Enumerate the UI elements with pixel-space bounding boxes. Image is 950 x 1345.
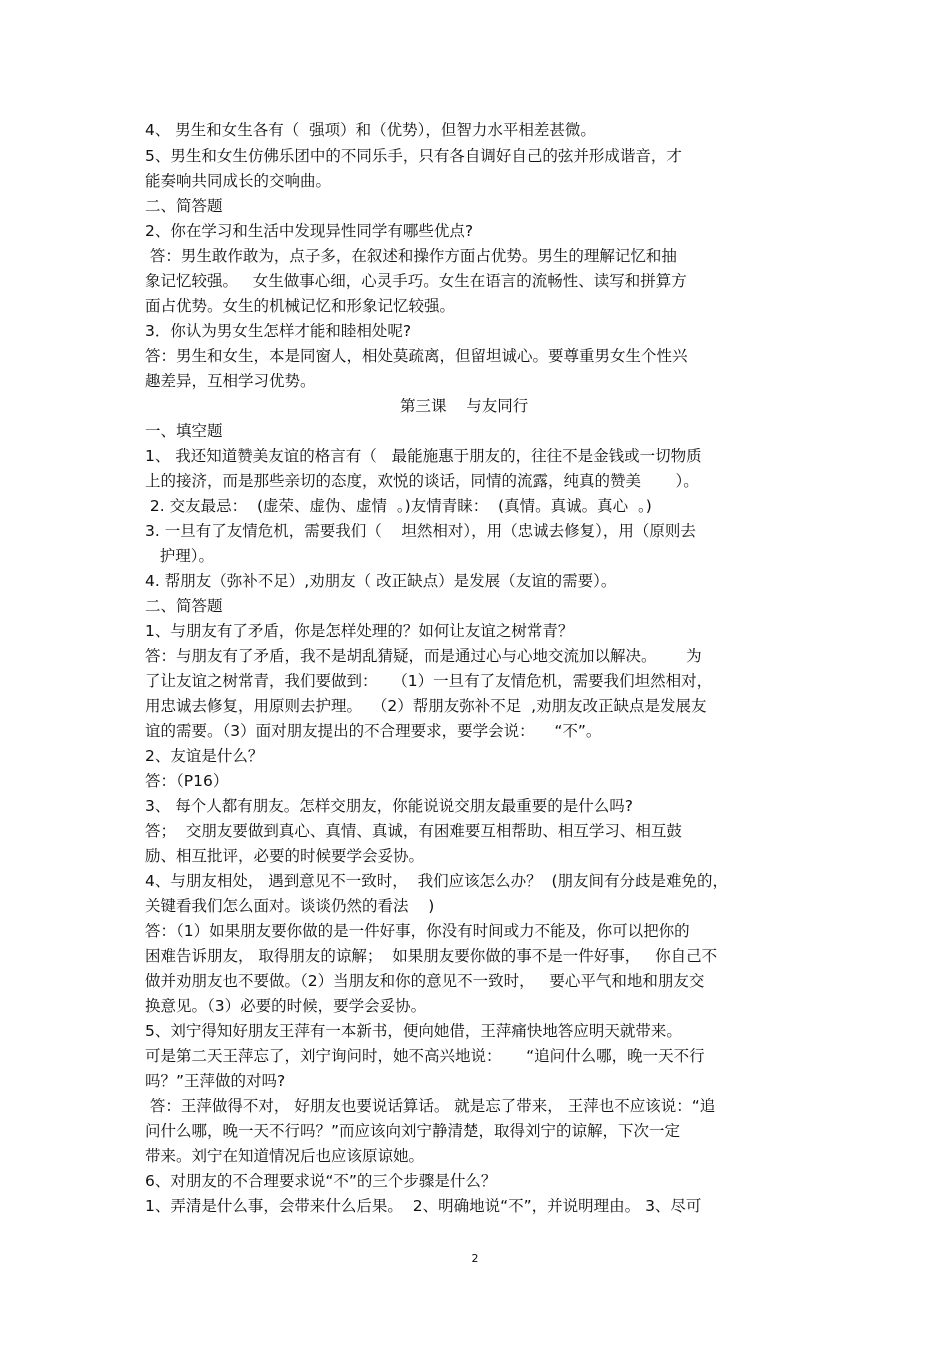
text-line: 护理）。 <box>145 547 215 565</box>
text-line: 问什么哪，晚一天不行吗？”而应该向刘宁静清楚，取得刘宁的谅解，下次一定 <box>145 1122 681 1140</box>
text-line: 可是第二天王萍忘了，刘宁询问时，她不高兴地说： “追问什么哪，晚一天不行 <box>145 1047 705 1065</box>
text-line: 答：男生和女生，本是同窗人，相处莫疏离，但留坦诚心。要尊重男女生个性兴 <box>145 347 688 365</box>
text-line: 1、弄清是什么事，会带来什么后果。 2、明确地说“不”，并说明理由。 3、尽可 <box>145 1197 702 1215</box>
section-heading: 一、填空题 <box>145 422 223 440</box>
text-line: 2. 交友最忌： (虚荣、虚伪、虚情 。)友情青睐： (真情。真诚。真心 。) <box>145 497 652 515</box>
question: 3．你认为男女生怎样才能和睦相处呢? <box>145 322 412 340</box>
text-line: 趣差异，互相学习优势。 <box>145 372 316 390</box>
text-line: 做并劝朋友也不要做。（2）当朋友和你的意见不一致时， 要心平气和地和朋友交 <box>145 972 705 990</box>
question: 4、与朋友相处， 遇到意见不一致时， 我们应该怎么办？ (朋友间有分歧是难免的， <box>145 872 729 890</box>
text-line: 答：与朋友有了矛盾，我不是胡乱猜疑，而是通过心与心地交流加以解决。 为 <box>145 647 702 665</box>
text-line: 换意见。（3）必要的时候，要学会妥协。 <box>145 997 427 1015</box>
text-line: 答：（P16） <box>145 772 229 790</box>
text-line: 1、 我还知道赞美友谊的格言有（ 最能施惠于朋友的，往往不是金钱或一切物质 <box>145 447 702 465</box>
text-line: 答：王萍做得不对， 好朋友也要说话算话。 就是忘了带来， 王萍也不应该说：“追 <box>145 1097 716 1115</box>
section-heading: 二、简答题 <box>145 197 223 215</box>
text-line: 关键看我们怎么面对。谈谈仍然的看法 ) <box>145 897 435 915</box>
text-line: 用忠诚去修复，用原则去护理。 （2）帮朋友弥补不足 ,劝朋友改正缺点是发展友 <box>145 697 707 715</box>
text-line: 了让友谊之树常青，我们要做到： （1）一旦有了友情危机，需要我们坦然相对， <box>145 672 713 690</box>
question: 6、对朋友的不合理要求说“不”的三个步骤是什么？ <box>145 1172 497 1190</box>
question: 3、 每个人都有朋友。怎样交朋友，你能说说交朋友最重要的是什么吗? <box>145 797 634 815</box>
text-line: 4、 男生和女生各有（ 强项）和（优势），但智力水平相差甚微。 <box>145 121 596 139</box>
question: 5、刘宁得知好朋友王萍有一本新书，便向她借，王萍痛快地答应明天就带来。 <box>145 1022 682 1040</box>
text-line: 困难告诉朋友， 取得朋友的谅解； 如果朋友要你做的事不是一件好事， 你自己不 <box>145 947 718 965</box>
text-line: 上的接济，而是那些亲切的态度，欢悦的谈话，同情的流露，纯真的赞美 ）。 <box>145 472 699 490</box>
text-line: 答：（1）如果朋友要你做的是一件好事，你没有时间或力不能及，你可以把你的 <box>145 922 690 940</box>
question: 2、你在学习和生活中发现异性同学有哪些优点? <box>145 222 474 240</box>
text-line: 带来。刘宁在知道情况后也应该原谅她。 <box>145 1147 425 1165</box>
text-line: 面占优势。女生的机械记忆和形象记忆较强。 <box>145 297 456 315</box>
text-line: 4. 帮朋友（弥补不足）,劝朋友（ 改正缺点）是发展（友谊的需要）。 <box>145 572 617 590</box>
text-line: 答：男生敢作敢为，点子多，在叙述和操作方面占优势。男生的理解记忆和抽 <box>145 247 677 265</box>
text-line: 答； 交朋友要做到真心、真情、真诚，有困难要互相帮助、相互学习、相互鼓 <box>145 822 682 840</box>
text-line: 谊的需要。（3）面对朋友提出的不合理要求，要学会说： “不”。 <box>145 722 602 740</box>
text-line: 吗？”王萍做的对吗? <box>145 1072 286 1090</box>
page-number: 2 <box>471 1252 479 1265</box>
section-heading: 二、简答题 <box>145 597 223 615</box>
text-line: 励、相互批评，必要的时候要学会妥协。 <box>145 847 425 865</box>
text-line: 能奏响共同成长的交响曲。 <box>145 172 332 190</box>
lesson-title: 第三课 与友同行 <box>400 397 529 415</box>
text-line: 5、男生和女生仿佛乐团中的不同乐手，只有各自调好自己的弦并形成谐音，才 <box>145 147 682 165</box>
question: 1、与朋友有了矛盾，你是怎样处理的？如何让友谊之树常青？ <box>145 622 574 640</box>
question: 2、友谊是什么？ <box>145 747 264 765</box>
text-line: 象记忆较强。 女生做事心细，心灵手巧。女生在语言的流畅性、读写和拼算方 <box>145 272 687 290</box>
text-line: 3. 一旦有了友情危机，需要我们（ 坦然相对），用（忠诚去修复），用（原则去 <box>145 522 696 540</box>
